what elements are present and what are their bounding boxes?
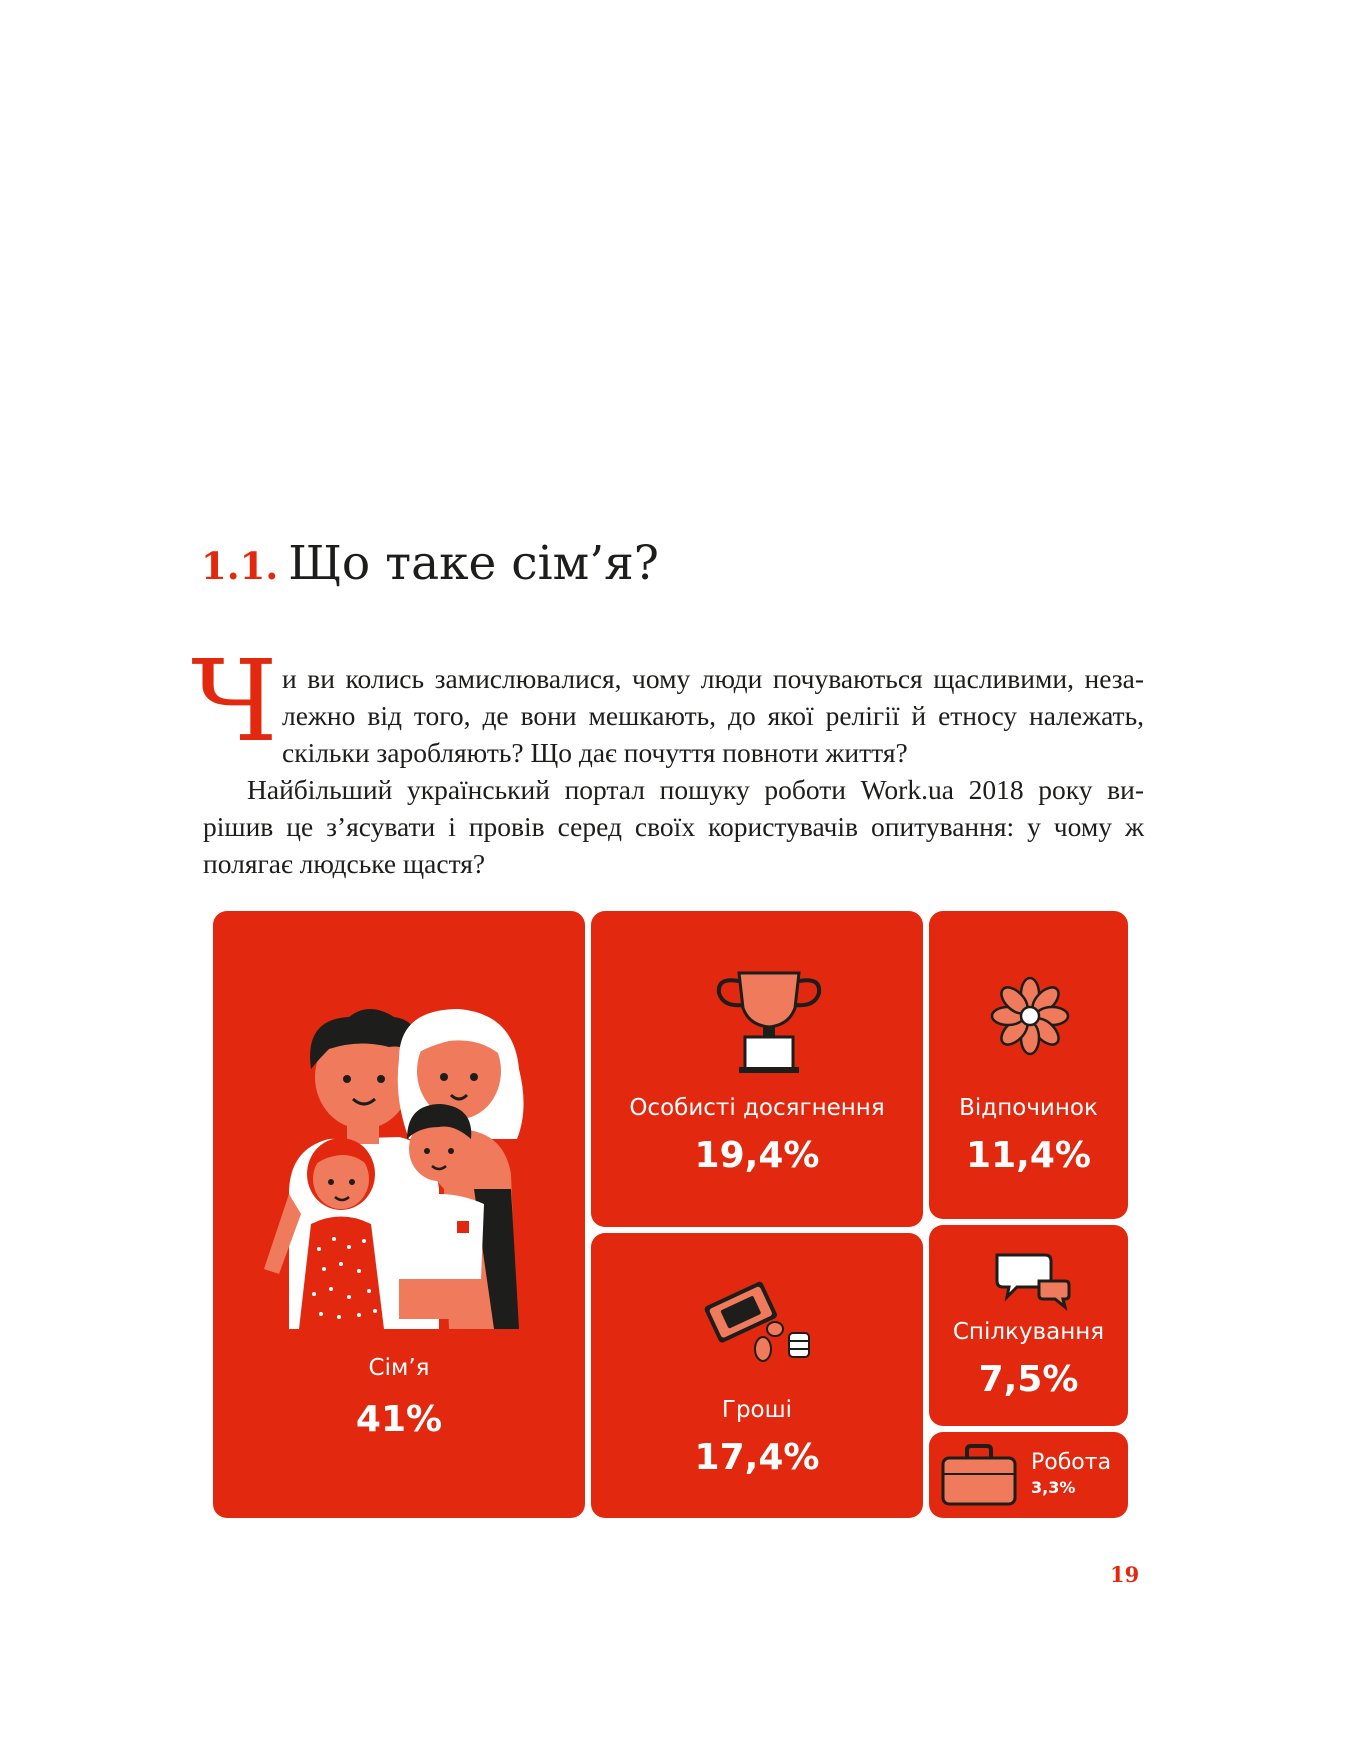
section-number: 1.1. (201, 544, 279, 588)
tile-money-value: 17,4% (694, 1437, 820, 1478)
tile-communication-label: Спілкування (952, 1319, 1105, 1345)
tile-family-value: 41% (355, 1399, 443, 1440)
tile-achievements (591, 911, 923, 1227)
tile-money (591, 1233, 923, 1518)
tile-work-label: Робота (1031, 1450, 1112, 1475)
paragraph-line: Найбільший український портал пошуку роботи Work.ua 2018 року ви- (247, 774, 1144, 805)
tile-family (213, 911, 585, 1518)
paragraph-line: лежно від того, де вони мешкають, до якої релігії й етносу належать, (282, 700, 1144, 731)
paragraph-line: рішив це з’ясувати і провів серед своїх користувачів опитування: у чому ж (203, 811, 1144, 842)
flower-icon (985, 971, 1075, 1061)
tile-leisure-value: 11,4% (966, 1135, 1091, 1176)
tile-leisure-label: Відпочинок (959, 1095, 1098, 1121)
tile-achievements-label: Особисті досягнення (629, 1095, 885, 1121)
tile-communication-value: 7,5% (978, 1359, 1079, 1400)
tile-work (929, 1432, 1128, 1518)
tile-leisure (929, 911, 1128, 1219)
paragraph-line: скільки заробляють? Що дає почуття повноти життя? (282, 737, 908, 768)
section-heading (201, 536, 659, 591)
paragraph-line: полягає людське щастя? (203, 848, 486, 879)
money-icon (699, 1273, 819, 1373)
briefcase-icon (939, 1444, 1019, 1508)
tile-achievements-value: 19,4% (694, 1135, 820, 1176)
family-illustration-icon (249, 999, 549, 1339)
page-number: 19 (1110, 1562, 1140, 1587)
tile-money-label: Гроші (721, 1397, 793, 1423)
speech-bubbles-icon (993, 1251, 1073, 1311)
trophy-icon (709, 963, 829, 1075)
section-title: Що таке сім’я? (288, 536, 659, 591)
tile-communication (929, 1225, 1128, 1426)
tile-work-value: 3,3% (1031, 1478, 1076, 1497)
paragraph-line: и ви колись замислювалися, чому люди почуваються щасливими, неза- (282, 663, 1144, 694)
drop-cap: Ч (191, 637, 278, 767)
tile-family-label: Сім’я (368, 1355, 430, 1381)
